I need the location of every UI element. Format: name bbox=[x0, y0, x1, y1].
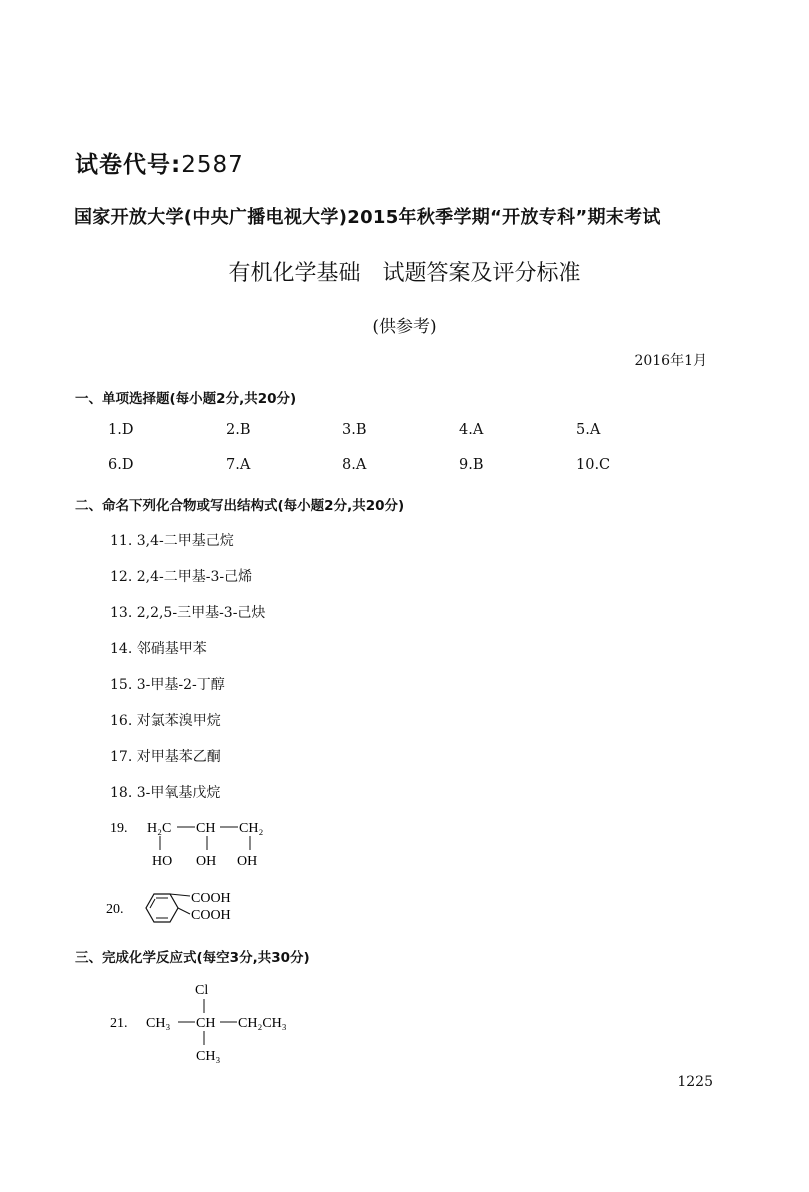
item-12: 12. 2,4-二甲基-3-己烯 bbox=[110, 569, 253, 585]
bond-ring-cooh1 bbox=[170, 894, 190, 896]
item-15: 15. 3-甲基-2-丁醇 bbox=[110, 677, 225, 693]
item-21-top: Cl bbox=[195, 983, 209, 998]
item-19-oh3: OH bbox=[237, 854, 258, 869]
item-20-cooh2: COOH bbox=[191, 908, 231, 923]
item-19-c3: CH₂ bbox=[239, 821, 264, 836]
answer-6: 6.D bbox=[108, 457, 134, 473]
item-20-structure bbox=[100, 884, 270, 934]
item-13: 13. 2,2,5-三甲基-3-己炔 bbox=[110, 605, 266, 621]
answer-4: 4.A bbox=[459, 422, 484, 438]
item-19-structure bbox=[100, 812, 300, 872]
item-18: 18. 3-甲氧基戊烷 bbox=[110, 785, 221, 801]
document-date: 2016年1月 bbox=[634, 353, 707, 369]
section3-title: 三、完成化学反应式(每空3分,共30分) bbox=[75, 950, 310, 966]
item-19-c2: CH bbox=[196, 821, 216, 836]
item-14: 14. 邻硝基甲苯 bbox=[110, 641, 207, 657]
item-19-number: 19. bbox=[110, 821, 128, 836]
item-21-bottom: CH₃ bbox=[196, 1049, 221, 1064]
item-20-number: 20. bbox=[106, 902, 124, 917]
item-21-right: CH₂CH₃ bbox=[238, 1016, 287, 1031]
item-21-number: 21. bbox=[110, 1016, 128, 1031]
benzene-ring-icon bbox=[146, 894, 178, 922]
item-19-c1: H₂C bbox=[147, 821, 172, 836]
paper-code-label: 试卷代号: bbox=[75, 152, 182, 178]
paper-code bbox=[75, 146, 244, 179]
item-21-center: CH bbox=[196, 1016, 216, 1031]
item-11: 11. 3,4-二甲基己烷 bbox=[110, 533, 234, 549]
section2-title: 二、命名下列化合物或写出结构式(每小题2分,共20分) bbox=[75, 498, 405, 514]
item-16: 16. 对氯苯溴甲烷 bbox=[110, 713, 221, 729]
answer-1: 1.D bbox=[108, 422, 134, 438]
item-17: 17. 对甲基苯乙酮 bbox=[110, 749, 221, 765]
item-21-structure bbox=[100, 976, 330, 1066]
reference-note: (供参考) bbox=[372, 317, 437, 337]
paper-code-number: 2587 bbox=[181, 152, 244, 178]
page-number: 1225 bbox=[677, 1074, 713, 1090]
answer-7: 7.A bbox=[226, 457, 251, 473]
item-19-oh2: OH bbox=[196, 854, 217, 869]
bond-ring-cooh2 bbox=[178, 908, 190, 914]
item-19-oh1: HO bbox=[152, 854, 173, 869]
item-20-cooh1: COOH bbox=[191, 891, 231, 906]
answer-5: 5.A bbox=[576, 422, 601, 438]
item-21-left: CH₃ bbox=[146, 1016, 171, 1031]
answer-8: 8.A bbox=[342, 457, 367, 473]
answer-10: 10.C bbox=[576, 457, 611, 473]
subject-title: 有机化学基础 试题答案及评分标准 bbox=[228, 261, 581, 286]
section1-title: 一、单项选择题(每小题2分,共20分) bbox=[75, 391, 297, 407]
answer-3: 3.B bbox=[342, 422, 367, 438]
answer-2: 2.B bbox=[226, 422, 251, 438]
answer-9: 9.B bbox=[459, 457, 484, 473]
exam-title: 国家开放大学(中央广播电视大学)2015年秋季学期“开放专科”期末考试 bbox=[74, 207, 661, 228]
